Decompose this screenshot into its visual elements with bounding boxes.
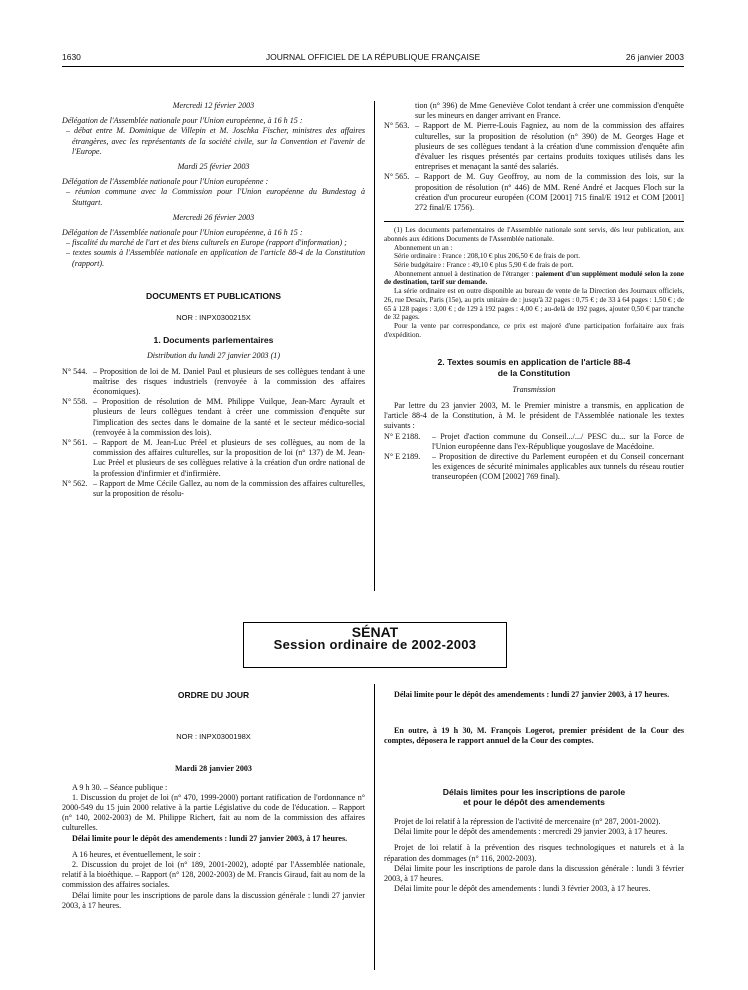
subsection-heading: 1. Documents parlementaires	[153, 335, 274, 346]
footnote-text: Abonnement annuel à destination de l'étranger :	[394, 269, 536, 278]
agenda-title: ORDRE DU JOUR	[177, 690, 250, 700]
senat-title: SÉNAT	[351, 624, 399, 640]
footnote-text: La série ordinaire est en outre disponible au bureau de vente de la Direction des Journaux officiels, 26, rue Desaix, Paris (15e), au prix unitaire de : jusqu'à 32 pages : 0,75 € ; de 33 à 64 pages : 1,50 € ; de 65 à 128 pages : 3,00 € ; de 129 à 192 pages : 4,00 € ; au-delà de 192 pages, ajouter 0,50 € par tranche de 32 pages.	[384, 287, 684, 322]
right-top-column	[384, 101, 684, 483]
footnote-text: (1) Les documents parlementaires de l'Assemblée nationale sont servis, dès leur publication, aux abonnés aux éditions Documents de l'Assemblée nationale.	[384, 226, 684, 243]
text-list	[384, 432, 684, 483]
footnote-text: Pour la vente par correspondance, ce prix est majoré d'une participation forfaitaire aux frais d'expédition.	[384, 321, 684, 339]
item-number: N° 565.	[384, 172, 410, 182]
deadline-paragraph: Délai limite pour le dépôt des amendements : lundi 3 février 2003, à 17 heures.	[394, 884, 651, 894]
date-heading: Mercredi 12 février 2003	[172, 101, 255, 110]
bill-paragraph: Projet de loi relatif à la prévention des risques technologiques et naturels et à la réparation des dommages (n° 116, 2002-2003).	[384, 843, 684, 863]
announcement-paragraph: En outre, à 19 h 30, M. François Logerot, premier président de la Cour des comptes, déposera le rapport annuel de la Cour des comptes.	[384, 726, 684, 746]
agenda-paragraph: 2. Discussion du projet de loi (n° 189, 2001-2002), adopté par l'Assemblée nationale, relatif à la bioéthique. – Rapport (n° 128, 2002-2003) de M. Francis Giraud, fait au nom de la commission des affaires sociales.	[62, 860, 365, 890]
date-heading: Mercredi 26 février 2003	[172, 212, 255, 222]
deadline-paragraph: Délai limite pour le dépôt des amendements : lundi 27 janvier 2003, à 17 heures.	[72, 833, 348, 843]
document-item	[384, 121, 684, 172]
item-text: – Rapport de M. Pierre-Louis Fagniez, au nom de la commission des affaires culturelles, sur la proposition de résolution (n° 390) de M. Georges Hage et plusieurs de ses collègues tendant à la création d'une commission d'enquête afin d'évaluer les risques présentés par certains produits toxiques utilisés dans les entreprises et menaçant la santé des salariés.	[415, 121, 684, 172]
transmission-text: Par lettre du 23 janvier 2003, M. le Premier ministre a transmis, en application de l'article 88-4 de la Constitution, à M. le président de l'Assemblée nationale les textes suivants :	[384, 400, 684, 431]
section-heading: Délais limites pour les inscriptions de parole	[442, 786, 626, 797]
bill-paragraph: Projet de loi relatif à la répression de l'activité de mercenaire (n° 287, 2001-2002).	[394, 817, 661, 827]
header-rule	[62, 66, 684, 67]
left-top-column	[62, 101, 365, 499]
session-title: Session ordinaire de 2002-2003	[273, 637, 477, 653]
delegation-line: Délégation de l'Assemblée nationale pour l'Union européenne, à 16 h 15 :	[62, 228, 303, 238]
deadline-paragraph: Délai limite pour les inscriptions de parole dans la discussion générale : lundi 27 janvier 2003, à 17 heures.	[62, 890, 365, 910]
column-divider	[374, 684, 375, 970]
agenda-item: – débat entre M. Dominique de Villepin et M. Joschka Fischer, ministres des affaires étrangères, avec les représentants de la société civile, sur la Convention et l'avenir de l'Europe.	[66, 126, 365, 156]
continued-text: tion (n° 396) de Mme Geneviève Colot tendant à créer une commission d'enquête sur les mineurs en danger arrivant en France.	[415, 101, 684, 121]
item-text: – Proposition de loi de M. Daniel Paul et plusieurs de ses collègues tendant à une maîtrise des risques industriels (renvoyée à la commission des affaires économiques).	[93, 366, 365, 397]
column-divider	[374, 101, 375, 591]
footnote-text	[384, 270, 684, 287]
text-item	[384, 452, 684, 483]
right-bottom-column	[384, 690, 684, 894]
document-item	[62, 367, 365, 398]
section-heading: DOCUMENTS ET PUBLICATIONS	[146, 290, 281, 301]
item-number: N° E 2189.	[384, 452, 421, 461]
day-heading: Mardi 28 janvier 2003	[175, 764, 252, 774]
item-text: – Rapport de M. Jean-Luc Préel et plusieurs de ses collègues, au nom de la commission des affaires culturelles, sur la proposition de loi (n° 137) de M. Jean-Luc Préel et plusieurs de ses collègues relative à la création d'un ordre national de la profession d'infirmier et d'infirmière.	[93, 438, 365, 478]
document-item	[62, 479, 365, 499]
document-item	[62, 438, 365, 479]
transmission-heading: Transmission	[512, 384, 556, 394]
agenda-item: – textes soumis à l'Assemblée nationale en application de l'article 88-4 de la Constitution (rapport).	[66, 248, 365, 268]
document-item	[62, 397, 365, 438]
left-bottom-column	[62, 690, 365, 911]
senat-banner	[243, 622, 507, 668]
footnote-text: Série ordinaire : France : 208,10 € plus 206,50 € de frais de port.	[394, 252, 581, 261]
page-header	[62, 52, 684, 64]
text-item	[384, 432, 684, 452]
item-number: N° E 2188.	[384, 431, 421, 441]
document-item	[384, 172, 684, 213]
agenda-paragraph: 1. Discussion du projet de loi (n° 470, 1999-2000) portant ratification de l'ordonnance n° 2000-549 du 15 juin 2000 relative à la partie Législative du code de l'éducation. – Rapport (n° 140, 2002-2003) de M. Philippe Richert, fait au nom de la commission des affaires culturelles.	[62, 792, 365, 833]
item-text: – Proposition de directive du Parlement européen et du Conseil concernant les exigences de sécurité minimales applicables aux tunnels du réseau routier transeuropéen (COM [2002] 769 final).	[432, 452, 684, 482]
document-list	[384, 121, 684, 213]
document-list	[62, 367, 365, 500]
issue-date: 26 janvier 2003	[625, 52, 684, 62]
page-number: 1630	[62, 52, 81, 62]
deadline-paragraph: Délai limite pour les inscriptions de parole dans la discussion générale : lundi 3 février 2003, à 17 heures.	[384, 863, 684, 884]
subsection-heading: de la Constitution	[497, 367, 571, 378]
item-text: – Rapport de M. Guy Geoffroy, au nom de la commission des lois, sur la proposition de résolution (n° 446) de MM. René André et Jacques Floch sur la création d'un procureur européen (COM [2001] 715 final/E 1912 et COM [2001] 272 final/E 1756).	[415, 172, 684, 213]
agenda-paragraph: A 16 heures, et éventuellement, le soir :	[72, 849, 201, 859]
item-text: – Proposition de résolution de MM. Philippe Vuilque, Jean-Marc Ayrault et plusieurs de leurs collègues tendant à créer une commission d'enquête sur l'implication des sectes dans le domaine de la santé et le secteur médico-social (renvoyée à la commission des lois).	[93, 397, 365, 437]
distribution-line: Distribution du lundi 27 janvier 2003 (1)	[146, 351, 281, 361]
agenda-paragraph: A 9 h 30. – Séance publique :	[72, 782, 168, 792]
footnote-rule	[384, 221, 684, 222]
footnote-emphasis: paiement d'un supplément modulé selon la zone de destination, tarif sur demande.	[384, 269, 684, 287]
item-text: – Rapport de Mme Cécile Gallez, au nom de la commission des affaires culturelles, sur la proposition de résolu-	[93, 478, 365, 499]
item-number: N° 558.	[62, 397, 88, 407]
date-heading: Mardi 25 février 2003	[177, 162, 250, 172]
deadline-paragraph: Délai limite pour le dépôt des amendements : lundi 27 janvier 2003, à 17 heures.	[394, 690, 670, 699]
nor-reference: NOR : INPX0300198X	[176, 732, 251, 742]
footnote	[384, 226, 684, 339]
section-heading: et pour le dépôt des amendements	[463, 796, 605, 807]
footnote-text: Abonnement un an :	[394, 243, 453, 252]
agenda-item: – réunion commune avec la Commission pour l'Union européenne du Bundestag à Stuttgart.	[66, 187, 365, 207]
item-number: N° 563.	[384, 121, 410, 131]
footnote-text: Série budgétaire : France : 49,10 € plus 5,90 € de frais de port.	[394, 261, 574, 270]
item-number: N° 544.	[62, 366, 88, 376]
nor-reference: NOR : INPX0300215X	[176, 313, 251, 323]
item-number: N° 561.	[62, 438, 88, 448]
item-number: N° 562.	[62, 478, 88, 488]
subsection-heading: 2. Textes soumis en application de l'article 88-4	[437, 357, 631, 368]
journal-title: JOURNAL OFFICIEL DE LA RÉPUBLIQUE FRANÇAISE	[265, 52, 481, 62]
agenda-item: – fiscalité du marché de l'art et des biens culturels en Europe (rapport d'information) ;	[66, 238, 347, 248]
item-text: – Projet d'action commune du Conseil.../.../ PESC du... sur la Force de l'Union européenne dans l'ex-République yougoslave de Macédoine.	[432, 431, 684, 451]
deadline-paragraph: Délai limite pour le dépôt des amendements : mercredi 29 janvier 2003, à 17 heures.	[394, 827, 668, 837]
delegation-line: Délégation de l'Assemblée nationale pour l'Union européenne, à 16 h 15 :	[62, 116, 303, 126]
delegation-line: Délégation de l'Assemblée nationale pour l'Union européenne :	[62, 177, 269, 187]
